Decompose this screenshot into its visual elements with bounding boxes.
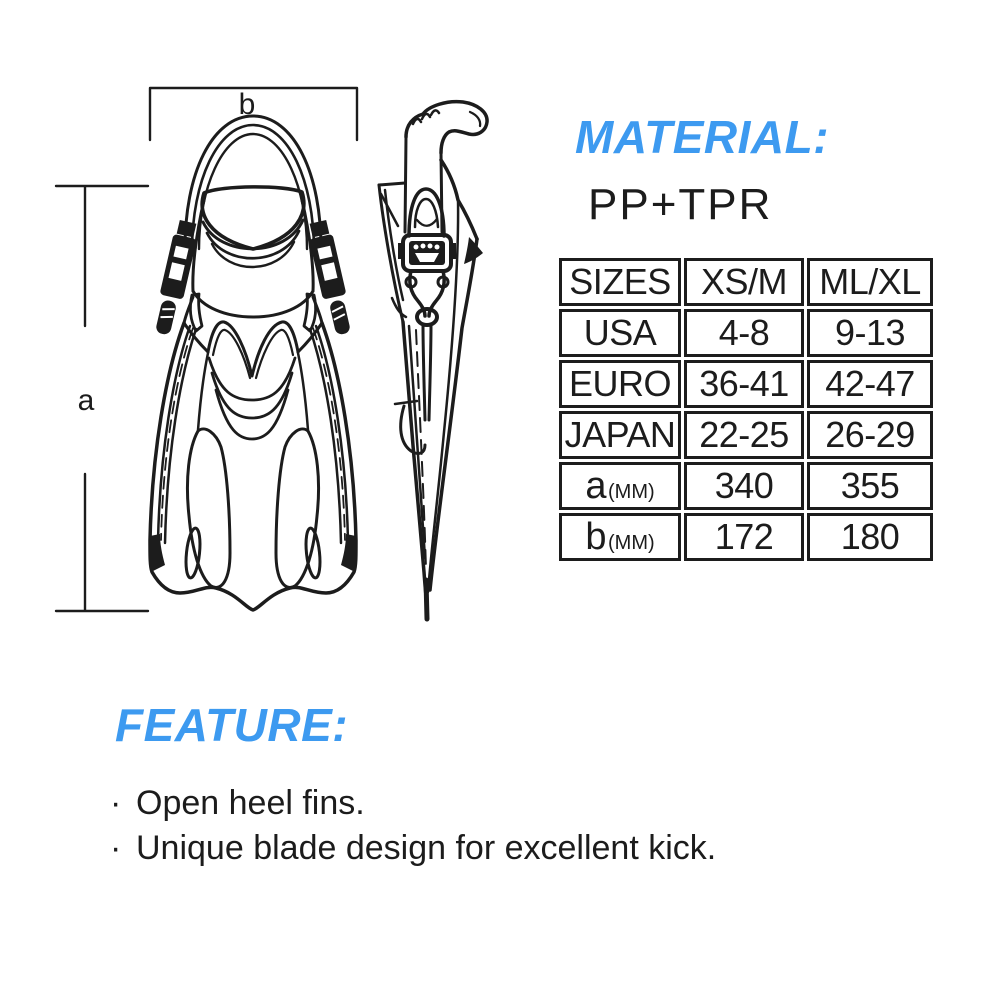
- dim-unit: (MM): [608, 481, 655, 503]
- row-value-ml-xl: 355: [807, 462, 933, 510]
- row-value-xs-m: 22-25: [684, 411, 804, 459]
- row-value-xs-m: 340: [684, 462, 804, 510]
- size-table-row-japan: [559, 411, 933, 459]
- dimension-b-label: b: [238, 88, 256, 121]
- size-table-header-xs-m: XS/M: [684, 258, 804, 306]
- size-table-header-row: [559, 258, 933, 306]
- dimension-a: [56, 186, 148, 611]
- feature-list: [110, 786, 716, 865]
- bullet-dot: ·: [110, 829, 122, 867]
- dimension-b: [150, 88, 357, 140]
- row-value-ml-xl: 180: [807, 513, 933, 561]
- size-table-row-a-mm: [559, 462, 933, 510]
- row-value-ml-xl: 26-29: [807, 411, 933, 459]
- side-fin-drawing: [379, 102, 487, 619]
- front-fin-drawing: [150, 116, 356, 610]
- size-table-header-sizes: SIZES: [559, 258, 681, 306]
- material-value: PP+TPR: [588, 180, 773, 229]
- feature-item: [110, 786, 716, 820]
- row-value-xs-m: 4-8: [684, 309, 804, 357]
- size-table: [556, 255, 936, 564]
- dim-unit: (MM): [608, 532, 655, 554]
- row-value-ml-xl: 42-47: [807, 360, 933, 408]
- dimension-a-label: a: [77, 384, 95, 417]
- feature-item-text: Open heel fins.: [136, 784, 365, 822]
- row-value-xs-m: 36-41: [684, 360, 804, 408]
- size-table-row-euro: [559, 360, 933, 408]
- dim-letter: b: [585, 516, 606, 558]
- feature-item-text: Unique blade design for excellent kick.: [136, 829, 717, 867]
- row-label: USA: [559, 309, 681, 357]
- bullet-dot: ·: [110, 784, 122, 822]
- row-label: JAPAN: [559, 411, 681, 459]
- feature-item: [110, 831, 716, 865]
- size-table-header-ml-xl: ML/XL: [807, 258, 933, 306]
- material-heading: MATERIAL:: [575, 111, 830, 163]
- size-table-row-b-mm: [559, 513, 933, 561]
- row-label: [559, 513, 681, 561]
- feature-heading: FEATURE:: [115, 699, 349, 751]
- size-table-row-usa: [559, 309, 933, 357]
- row-label: EURO: [559, 360, 681, 408]
- row-value-ml-xl: 9-13: [807, 309, 933, 357]
- row-value-xs-m: 172: [684, 513, 804, 561]
- fin-technical-drawing: [0, 0, 560, 660]
- dim-letter: a: [585, 465, 606, 507]
- row-label: [559, 462, 681, 510]
